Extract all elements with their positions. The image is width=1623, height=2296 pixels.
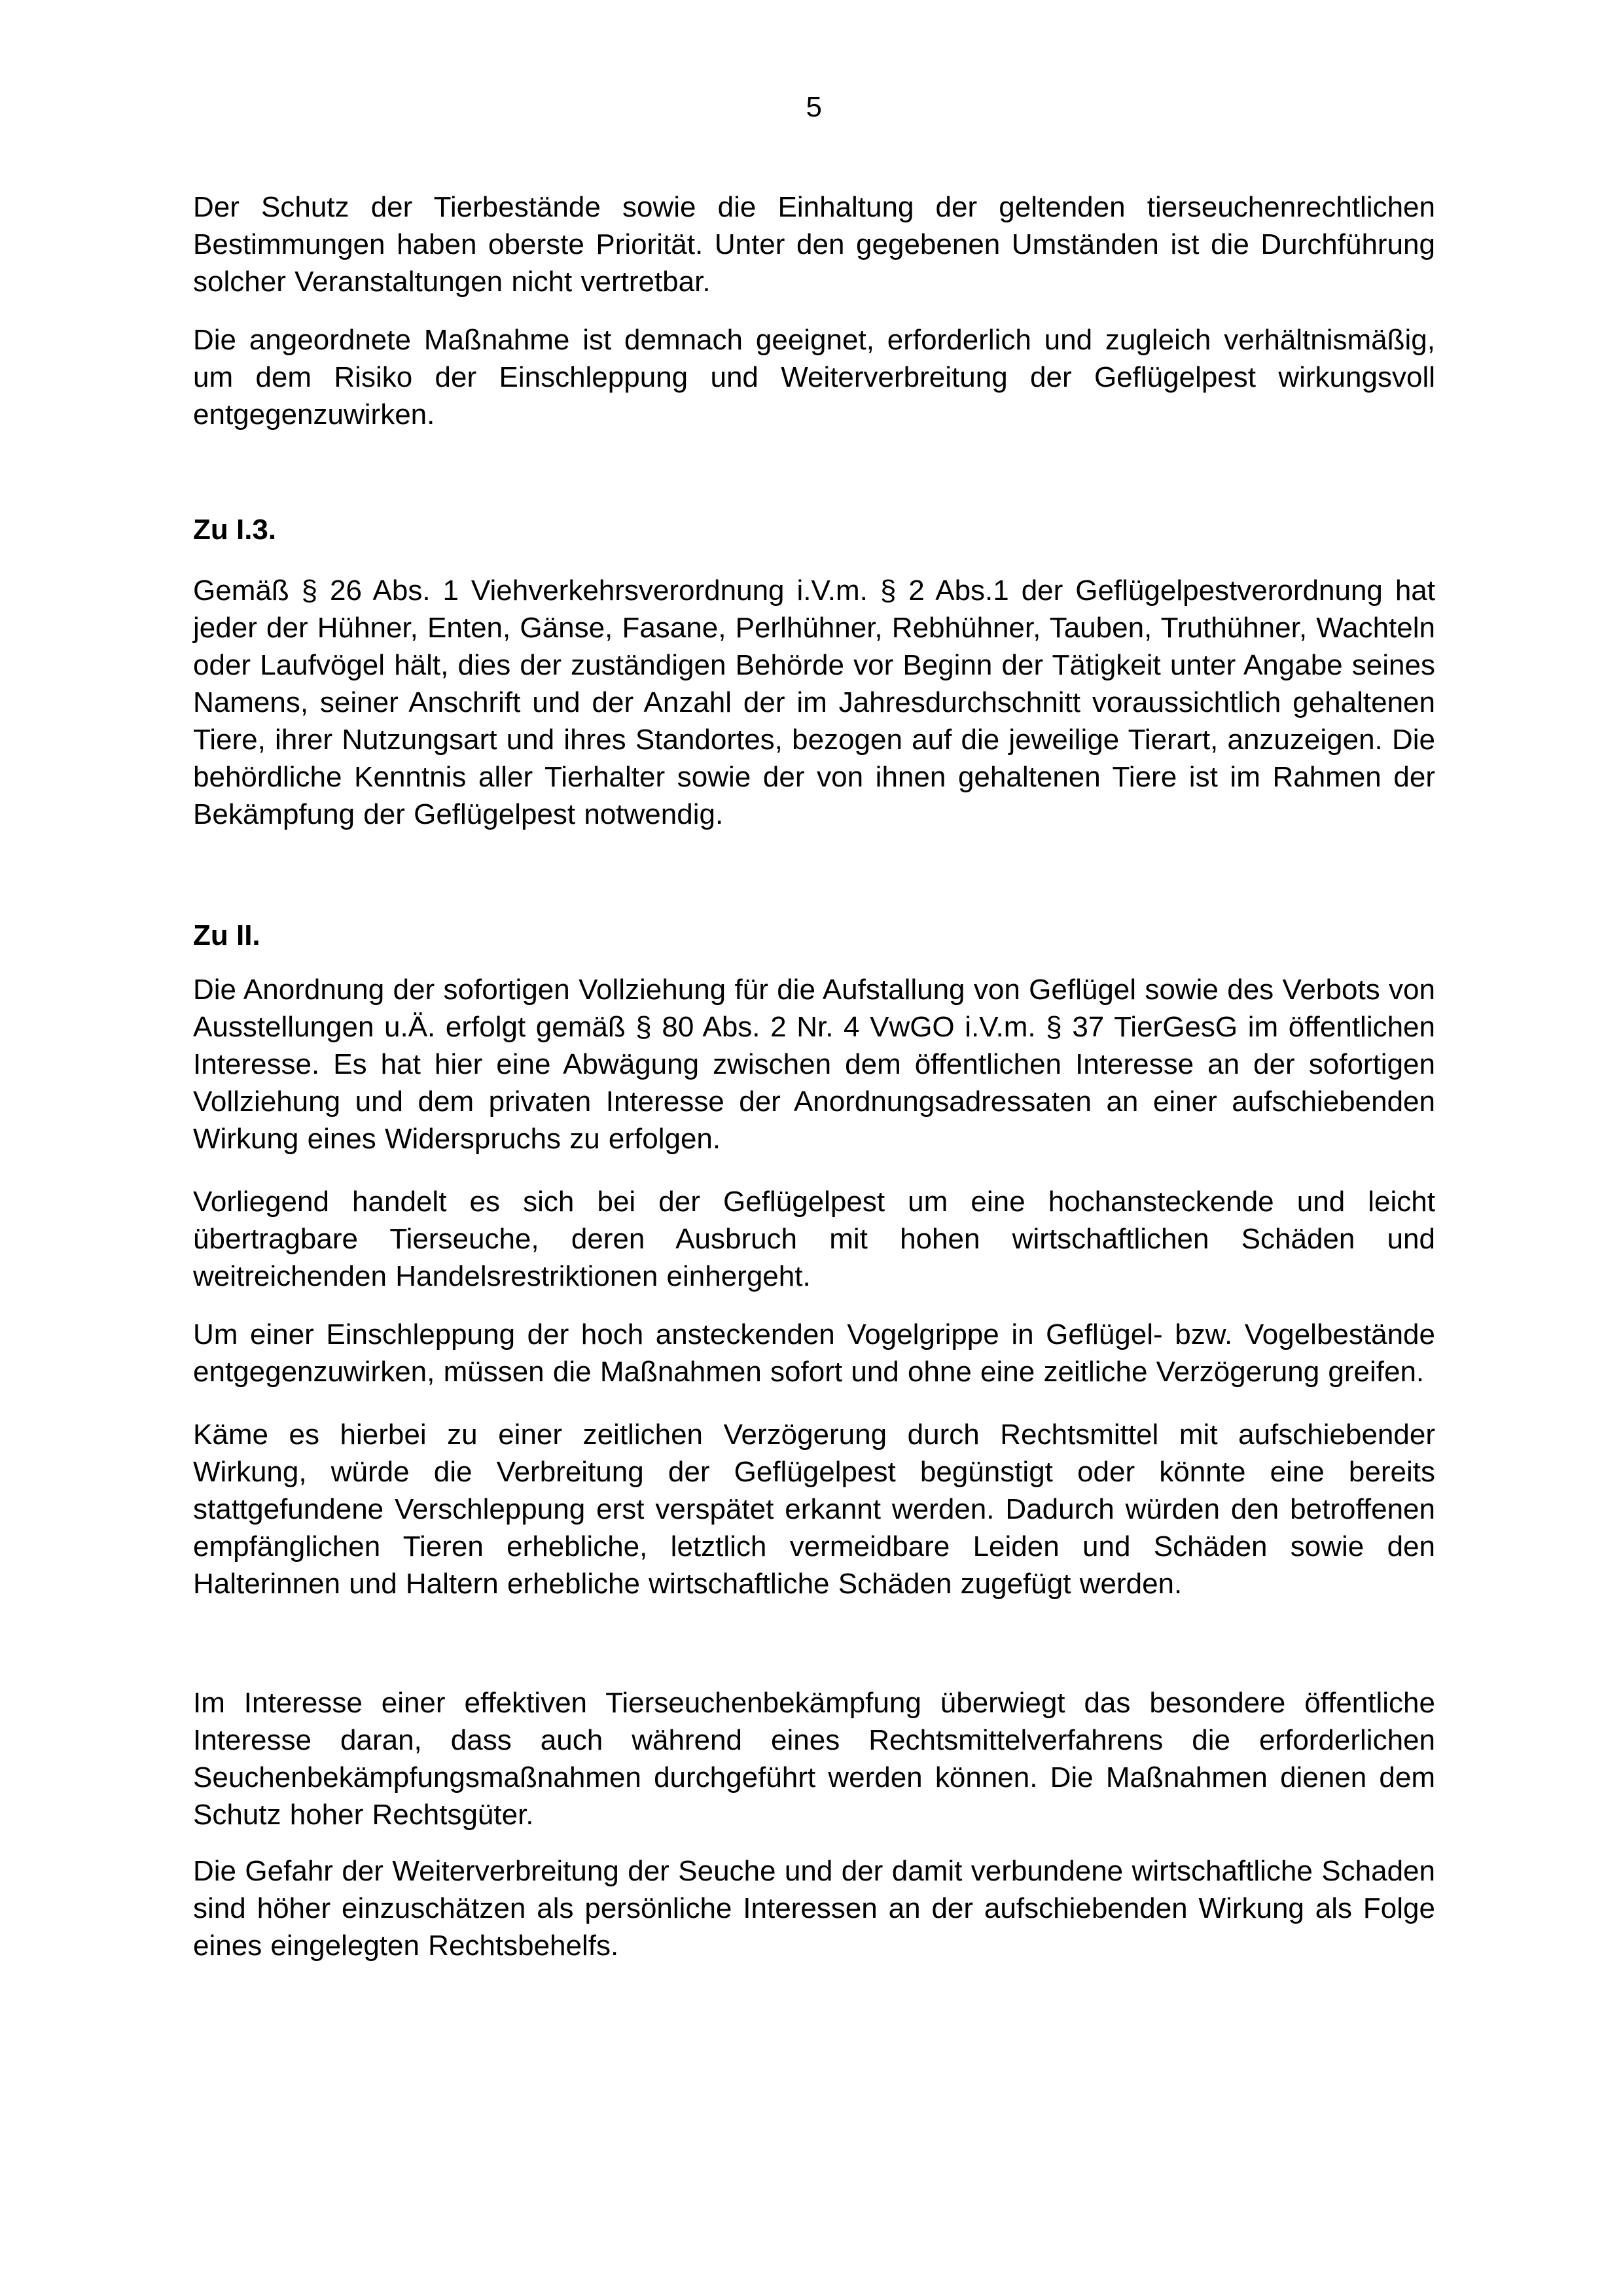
section-heading-zu-ii: Zu II.: [193, 919, 260, 951]
body-paragraph: Um einer Einschleppung der hoch ansteckenden Vogelgrippe in Geflügel- bzw. Vogelbestände entgegenzuwirken, müssen die Maßnahmen sofort und ohne eine zeitliche Verzögerung greifen.: [193, 1318, 1435, 1388]
page-number: 5: [806, 91, 823, 123]
body-paragraph: Die angeordnete Maßnahme ist demnach geeignet, erforderlich und zugleich verhältnismäßig, um dem Risiko der Einschleppung und Weiterverbreitung der Geflügelpest wirkungsvoll entgegenzuwirken.: [193, 324, 1435, 431]
body-paragraph: Gemäß § 26 Abs. 1 Viehverkehrsverordnung i.V.m. § 2 Abs.1 der Geflügelpestverordnung hat jeder der Hühner, Enten, Gänse, Fasane, Perlhühner, Rebhühner, Tauben, Truthühner, Wachteln oder Laufvögel hält, dies der zuständigen Behörde vor Beginn der Tätigkeit unter Angabe seines Namens, seiner Anschrift und der Anzahl der im Jahresdurchschnitt voraussichtlich gehaltenen Tiere, ihrer Nutzungsart und ihres Standortes, bezogen auf die jeweilige Tierart, anzuzeigen. Die behördliche Kenntnis aller Tierhalter sowie der von ihnen gehaltenen Tiere ist im Rahmen der Bekämpfung der Geflügelpest notwendig.: [193, 574, 1435, 830]
body-paragraph: Käme es hierbei zu einer zeitlichen Verzögerung durch Rechtsmittel mit aufschiebender Wirkung, würde die Verbreitung der Geflügelpest begünstigt oder könnte eine bereits stattgefundene Verschleppung erst verspätet erkannt werden. Dadurch würden den betroffenen empfänglichen Tieren erhebliche, letztlich vermeidbare Leiden und Schäden sowie den Halterinnen und Haltern erhebliche wirtschaftliche Schäden zugefügt werden.: [193, 1419, 1435, 1600]
body-paragraph: Die Gefahr der Weiterverbreitung der Seuche und der damit verbundene wirtschaftliche Schaden sind höher einzuschätzen als persönliche Interessen an der aufschiebenden Wirkung als Folge eines eingelegten Rechtsbehelfs.: [193, 1855, 1435, 1962]
body-paragraph: Der Schutz der Tierbestände sowie die Einhaltung der geltenden tierseuchenrechtlichen Bestimmungen haben oberste Priorität. Unter den gegebenen Umständen ist die Durchführung solcher Veranstaltungen nicht vertretbar.: [193, 191, 1435, 298]
section-heading-zu-i3: Zu I.3.: [193, 514, 277, 546]
body-paragraph: Im Interesse einer effektiven Tierseuchenbekämpfung überwiegt das besondere öffentliche Interesse daran, dass auch während eines Rechtsmittelverfahrens die erforderlichen Seuchenbekämpfungsmaßnahmen durchgeführt werden können. Die Maßnahmen dienen dem Schutz hoher Rechtsgüter.: [193, 1687, 1435, 1831]
text-column: [193, 88, 1435, 1964]
body-paragraph: Die Anordnung der sofortigen Vollziehung für die Aufstallung von Geflügel sowie des Verbots von Ausstellungen u.Ä. erfolgt gemäß § 80 Abs. 2 Nr. 4 VwGO i.V.m. § 37 TierGesG im öffentlichen Interesse. Es hat hier eine Abwägung zwischen dem öffentlichen Interesse an der sofortigen Vollziehung und dem privaten Interesse der Anordnungsadressaten an einer aufschiebenden Wirkung eines Widerspruchs zu erfolgen.: [193, 974, 1435, 1155]
body-paragraph: Vorliegend handelt es sich bei der Geflügelpest um eine hochansteckende und leicht übertragbare Tierseuche, deren Ausbruch mit hohen wirtschaftlichen Schäden und weitreichenden Handelsrestriktionen einhergeht.: [193, 1186, 1435, 1292]
